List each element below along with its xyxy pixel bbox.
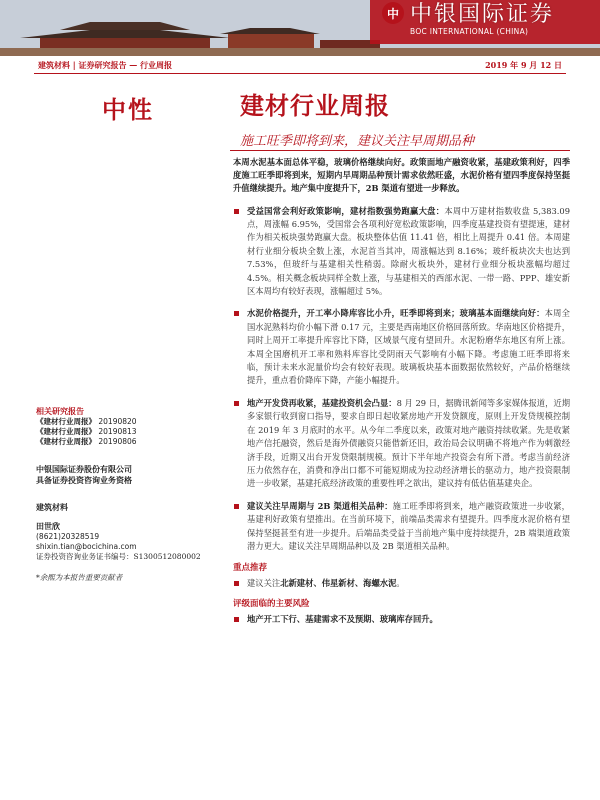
related-report-date: 20190813 [98,427,137,436]
boc-logo-icon: 中 [382,2,404,24]
key-point-body: 本周全国水泥熟料均价小幅下滑 0.17 元，主要是西南地区价格回落所致。华南地区价格提升，同时上周开工率提升库容比下降，区域景气度有望回升。水泥粉磨华东地区有所上涨。本周全国磨机开工率和熟料库容比受阴雨天气影响有小幅下降。考虑施工旺季即将来临，预计未来水泥量价均会有较好表现。玻璃板块基本面数据依然较好，产品价格继续提升，重点看价降库下降，产能小幅提升。 [247,308,570,386]
report-date: 2019 年 9 月 12 日 [485,60,562,70]
analyst-info [36,502,226,583]
related-reports-heading: 相关研究报告 [36,406,84,416]
related-report-title: 《建材行业周报》 [36,417,96,426]
key-point-heading: 地产开发贷再收紧，基建投资机会凸显： [247,397,397,408]
report-title: 建材行业周报 [240,91,390,120]
analyst-phone: (8621)20328519 [36,532,100,541]
header-banner [0,0,600,56]
rating-label: 中性 [102,95,154,124]
focus-suffix: 。 [396,578,405,589]
related-report-item[interactable] [36,437,226,447]
key-point-item [233,307,570,387]
risk-item [233,613,570,626]
focus-stocks: 北新建材、伟星新材、海螺水泥 [280,578,397,589]
analyst-name: 田世欣 [36,521,60,531]
title-divider [230,150,570,151]
risk-text: 地产开工下行、基建需求不及预期、玻璃库存回升。 [247,613,438,624]
sector-name: 建筑材料 [36,502,68,512]
report-body [233,156,570,626]
related-report-item[interactable] [36,417,226,427]
key-point-item [233,500,570,554]
firm-info [36,464,226,486]
key-point-heading: 受益国常会利好政策影响，建材指数强势跑赢大盘： [247,205,445,216]
analyst-certificate: 证券投资咨询业务证书编号：S1300512080002 [36,552,201,561]
brand-name-cn: 中银国际证券 [410,2,555,27]
firm-qualification: 具备证券投资咨询业务资格 [36,475,132,485]
key-point-body: 施工旺季即将到来，地产融资政策进一步收紧，基建利好政策有望推出。在当前环境下，前端品类需求有望提升。四季度水泥价格有望保持坚挺甚至有进一步提升。后端品类受益于当前地产集中度持续提升，2B 端渠道政策潜力更大。建议关注早周期品种以及 2B 渠道相关品种。 [247,500,570,551]
related-report-date: 20190820 [98,417,137,426]
related-report-title: 《建材行业周报》 [36,437,96,446]
brand-name-en: BOC INTERNATIONAL (CHINA) [410,27,529,36]
related-reports [36,406,226,447]
key-point-heading: 水泥价格提升，开工率小降库容比小升，旺季即将到来；玻璃基本面继续向好： [247,308,545,319]
related-report-date: 20190806 [98,437,137,446]
focus-heading: 重点推荐 [233,563,268,574]
key-point-item [233,397,570,491]
report-category: 建筑材料 | 证券研究报告 — 行业周报 [38,60,173,70]
focus-prefix: 建议关注 [247,578,281,589]
firm-name: 中银国际证券股份有限公司 [36,464,132,474]
contributor-note: *余熙为本报告重要贡献者 [36,573,123,582]
risk-heading: 评级面临的主要风险 [233,598,310,609]
focus-item [233,577,570,590]
key-point-heading: 建议关注早周期与 2B 渠道相关品种： [247,500,393,511]
analyst-email[interactable]: shixin.tian@bocichina.com [36,542,137,551]
report-meta-bar [34,60,566,74]
related-report-item[interactable] [36,427,226,437]
report-subtitle: 施工旺季即将到来，建议关注早周期品种 [240,134,475,149]
summary-paragraph: 本周水泥基本面总体平稳，玻璃价格继续向好。政策面地产融资收紧，基建政策利好，四季度施工旺季即将到来，短期内早周期品种预计需求依然旺盛，水泥价格有望四季度保持坚挺升值继续提升。地产集中度提升下，2B 渠道有望进一步释放。 [233,157,570,194]
key-point-item [233,205,570,299]
key-point-body: 8 月 29 日，据腾讯新闻等多家媒体报道，近期多家银行收到窗口指导，要求自即日起收紧房地产开发贷额度，原则上开发贷规模控制在 2019 年 3 月底时的水平。从今年二季度以来，政策对地产融资持续收紧。先是收紧地产信托融资，然后是海外债融资只能借新还旧，政治局会议明确不将地产作为刺激经济手段，近期又出台开发贷限制规模。预计下半年地产投资会有所下滑。考虑当前经济压力依然存在，消费和净出口都不可能短期成为拉动经济增长的驱动力，地产投资限制进一步收紧，基建托底经济政策的重要性呼之欲出，建议持有低估值基建央企。 [247,397,570,489]
related-report-title: 《建材行业周报》 [36,427,96,436]
key-point-body: 本周中万建材指数收盘 5,383.09 点，周涨幅 6.95%，受国常会各项利好宽松政策影响，四季度基建投资有望提速，建材作为相关板块强势跑赢大盘。板块整体估值 11.41 倍，相比上周提升 0.41 倍。本周建材行业细分板块全数上涨，水泥首当其冲，周涨幅达到 8.16%；玻纤板块次夫也达到 7.53%，但玻纤与基建相关性稍弱。除耐火板块外，建材行业细分板块涨幅均超过 4.5%。相关概念板块同样全数上涨，与基建相关的西部水泥、一带一路、PPP、雄安新区本周均有较好表现，涨幅超过 5%。 [247,205,570,297]
